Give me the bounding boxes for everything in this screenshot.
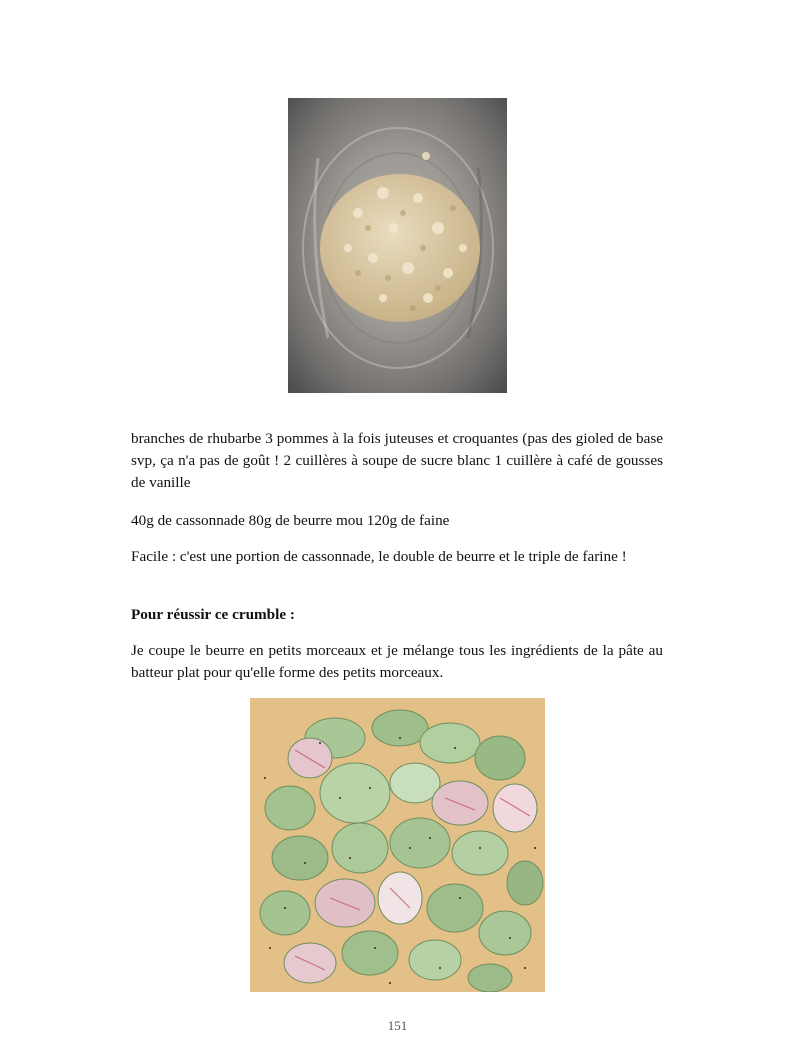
- section-heading: Pour réussir ce crumble :: [131, 606, 295, 623]
- crumble-bowl-photo: [288, 98, 507, 393]
- ingredients-fruit-paragraph: branches de rhubarbe 3 pommes à la fois juteuses et croquantes (pas des gioled de base svp, ça n'a pas de goût ! 2 cuillères à soupe de sucre blanc 1 cuillère à café de gousses de vanille: [131, 430, 663, 491]
- ingredients-crumble-paragraph: 40g de cassonnade 80g de beurre mou 120g de faine: [131, 512, 450, 529]
- rhubarb-pieces-photo: [250, 698, 545, 992]
- tip-paragraph: Facile : c'est une portion de cassonnade, le double de beurre et le triple de farine !: [131, 548, 627, 565]
- instructions-paragraph: Je coupe le beurre en petits morceaux et je mélange tous les ingrédients de la pâte au batteur plat pour qu'elle forme des petits morceaux.: [131, 642, 663, 681]
- page-number: 151: [387, 1018, 408, 1033]
